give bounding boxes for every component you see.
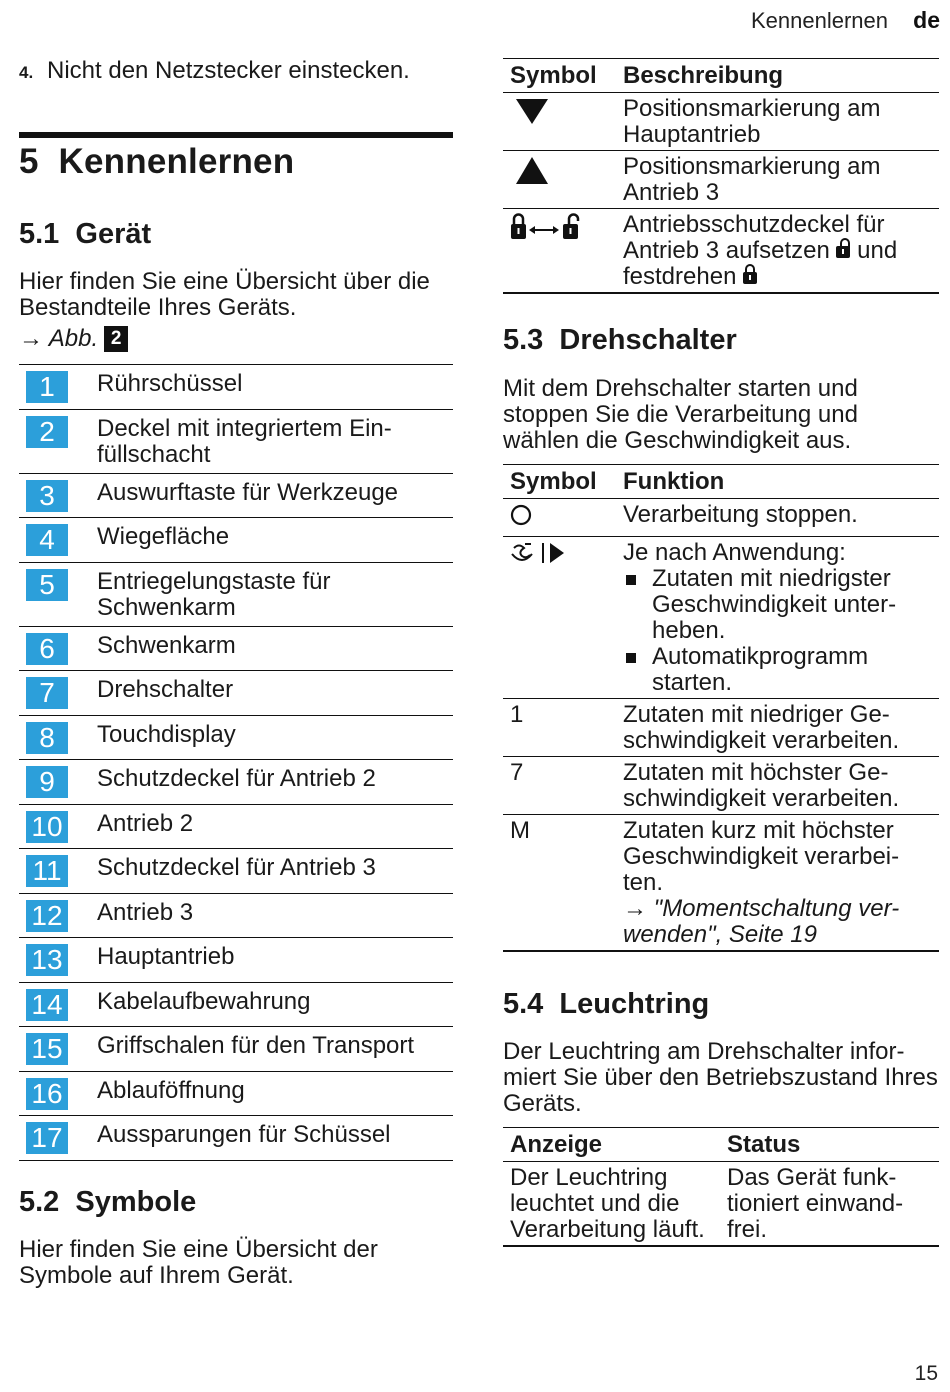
dial-symbol: 1 (503, 699, 616, 757)
table-row (503, 499, 939, 537)
part-number-badge: 11 (26, 855, 68, 887)
figure-reference-label: Abb. (48, 325, 99, 352)
dial-function: Je nach Anwendung: (623, 539, 846, 566)
dial-symbol: M (503, 815, 616, 952)
part-label: Entriegelungstaste für Schwenkarm (97, 567, 331, 621)
part-label: Kabelaufbewahrung (97, 987, 311, 1015)
part-number-badge: 8 (26, 722, 68, 754)
part-number-badge: 12 (26, 900, 68, 932)
dial-function: Zutaten kurz mit höchster Geschwindigkeit verarbei-ten. (623, 817, 900, 896)
list-item (19, 1072, 453, 1117)
section-intro-leuchtring: Der Leuchtring am Drehschalter infor-miert Sie über den Betriebszustand Ihres Geräts. (503, 1038, 938, 1117)
symbols-table (503, 58, 939, 294)
symbol-description: Positionsmarkierung am Antrieb 3 (616, 151, 939, 209)
arrow-right-icon: → (623, 895, 647, 922)
part-number-badge: 1 (26, 371, 68, 403)
part-label: Griffschalen für den Transport (97, 1032, 415, 1059)
part-number-badge: 13 (26, 944, 68, 976)
list-item (19, 671, 453, 716)
part-label: Wiegefläche (97, 523, 230, 550)
page-number: 15 (914, 1362, 938, 1385)
part-label: Auswurftaste für Werkzeuge (97, 478, 399, 506)
lock-closed-icon (743, 272, 757, 284)
running-header-section: Kennenlernen (750, 8, 888, 33)
table-row (503, 815, 939, 952)
section-title-drehschalter: 5.3 Drehschalter (503, 324, 737, 356)
light-ring-header-display: Anzeige (503, 1128, 720, 1162)
light-ring-status: Das Gerät funk-tioniert einwand-frei. (720, 1162, 939, 1247)
lock-open-icon (836, 246, 850, 258)
part-number-badge: 6 (26, 633, 68, 665)
stir-play-icon (510, 540, 570, 566)
lock-open-close-icon (510, 221, 582, 248)
step-number: 4. (19, 63, 34, 82)
running-header-language: de (913, 7, 940, 33)
dial-table-header-function: Funktion (616, 465, 939, 499)
triangle-up-icon (510, 154, 550, 186)
dial-symbol: 7 (503, 757, 616, 815)
section-title-symbole: 5.2 Symbole (19, 1186, 197, 1218)
table-row (503, 699, 939, 757)
part-label: Touchdisplay (97, 720, 236, 748)
part-label: Rührschüssel (97, 370, 243, 397)
light-ring-table (503, 1127, 939, 1247)
list-item (19, 474, 453, 519)
dial-table-header-symbol: Symbol (503, 465, 616, 499)
list-item (19, 1027, 453, 1072)
table-row (503, 537, 939, 699)
table-row (503, 93, 939, 151)
list-item (19, 518, 453, 563)
table-row (503, 209, 939, 294)
figure-number-badge: 2 (104, 326, 128, 352)
list-item (19, 716, 453, 761)
part-number-badge: 2 (26, 416, 68, 448)
light-ring-display: Der Leuchtring leuchtet und die Verarbeitung läuft. (503, 1162, 720, 1247)
arrow-right-icon: → (19, 325, 43, 352)
list-item (19, 365, 453, 410)
section-title-leuchtring: 5.4 Leuchtring (503, 988, 710, 1020)
table-row (503, 1162, 939, 1247)
list-item (19, 894, 453, 939)
circle-icon (510, 502, 534, 528)
part-label: Schwenkarm (97, 631, 236, 659)
cross-reference-link[interactable]: "Momentschaltung ver-wenden", Seite 19 (623, 895, 900, 948)
symbol-description-continued: und festdrehen (623, 237, 898, 290)
symbols-table-header-description: Beschreibung (616, 59, 939, 93)
part-number-badge: 5 (26, 569, 68, 601)
list-item: Automatikprogramm starten. (623, 644, 933, 696)
part-label: Hauptantrieb (97, 943, 235, 970)
list-item (19, 983, 453, 1028)
chapter-rule (19, 132, 453, 138)
part-label: Ablauföffnung (97, 1076, 245, 1104)
part-label: Antrieb 2 (97, 809, 194, 837)
step-text: Nicht den Netzstecker einstecken. (47, 57, 410, 84)
list-item (19, 563, 453, 627)
part-number-badge: 14 (26, 989, 68, 1021)
dial-function: Zutaten mit niedriger Ge-schwindigkeit verarbeiten. (616, 699, 939, 757)
table-row (503, 151, 939, 209)
part-number-badge: 7 (26, 677, 68, 709)
cross-reference[interactable] (623, 896, 933, 948)
figure-reference[interactable] (19, 325, 128, 353)
list-item (19, 849, 453, 894)
symbol-description: Antriebsschutzdeckel für Antrieb 3 aufsetzen (623, 211, 885, 264)
part-label: Drehschalter (97, 676, 234, 703)
chapter-title: 5 Kennenlernen (19, 142, 295, 181)
part-label: Antrieb 3 (97, 898, 194, 926)
list-item (19, 805, 453, 850)
part-number-badge: 15 (26, 1033, 68, 1065)
list-item (19, 938, 453, 983)
light-ring-header-status: Status (720, 1128, 939, 1162)
part-label: Schutzdeckel für Antrieb 2 (97, 765, 376, 792)
list-item (19, 627, 453, 672)
dial-table (503, 464, 939, 952)
list-item (19, 410, 453, 474)
part-number-badge: 17 (26, 1122, 68, 1154)
part-label: Schutzdeckel für Antrieb 3 (97, 854, 376, 881)
section-intro-geraet: Hier finden Sie eine Übersicht über die Bestandteile Ihres Geräts. (19, 268, 430, 321)
section-intro-symbole: Hier finden Sie eine Übersicht der Symbole auf Ihrem Gerät. (19, 1236, 378, 1289)
part-label: Deckel mit integriertem Ein-füllschacht (97, 414, 392, 468)
parts-list (19, 364, 453, 1161)
list-item (19, 760, 453, 805)
part-number-badge: 16 (26, 1078, 68, 1110)
step-item (19, 57, 410, 85)
triangle-down-icon (510, 96, 550, 126)
dial-function: Verarbeitung stoppen. (616, 499, 939, 537)
part-label: Aussparungen für Schüssel (97, 1121, 391, 1148)
dial-function: Zutaten mit höchster Ge-schwindigkeit verarbeiten. (616, 757, 939, 815)
section-intro-drehschalter: Mit dem Drehschalter starten und stoppen Sie die Verarbeitung und wählen die Geschwindigkeit aus. (503, 375, 858, 454)
table-row (503, 757, 939, 815)
part-number-badge: 10 (26, 811, 68, 843)
symbol-description: Positionsmarkierung am Hauptantrieb (616, 93, 939, 151)
dial-function-bullets (623, 566, 933, 696)
section-title-geraet: 5.1 Gerät (19, 218, 152, 250)
symbols-table-header-symbol: Symbol (503, 59, 616, 93)
part-number-badge: 3 (26, 480, 68, 512)
list-item (19, 1116, 453, 1161)
part-number-badge: 9 (26, 766, 68, 798)
list-item: Zutaten mit niedrigster Geschwindigkeit unter-heben. (623, 566, 933, 644)
part-number-badge: 4 (26, 524, 68, 556)
